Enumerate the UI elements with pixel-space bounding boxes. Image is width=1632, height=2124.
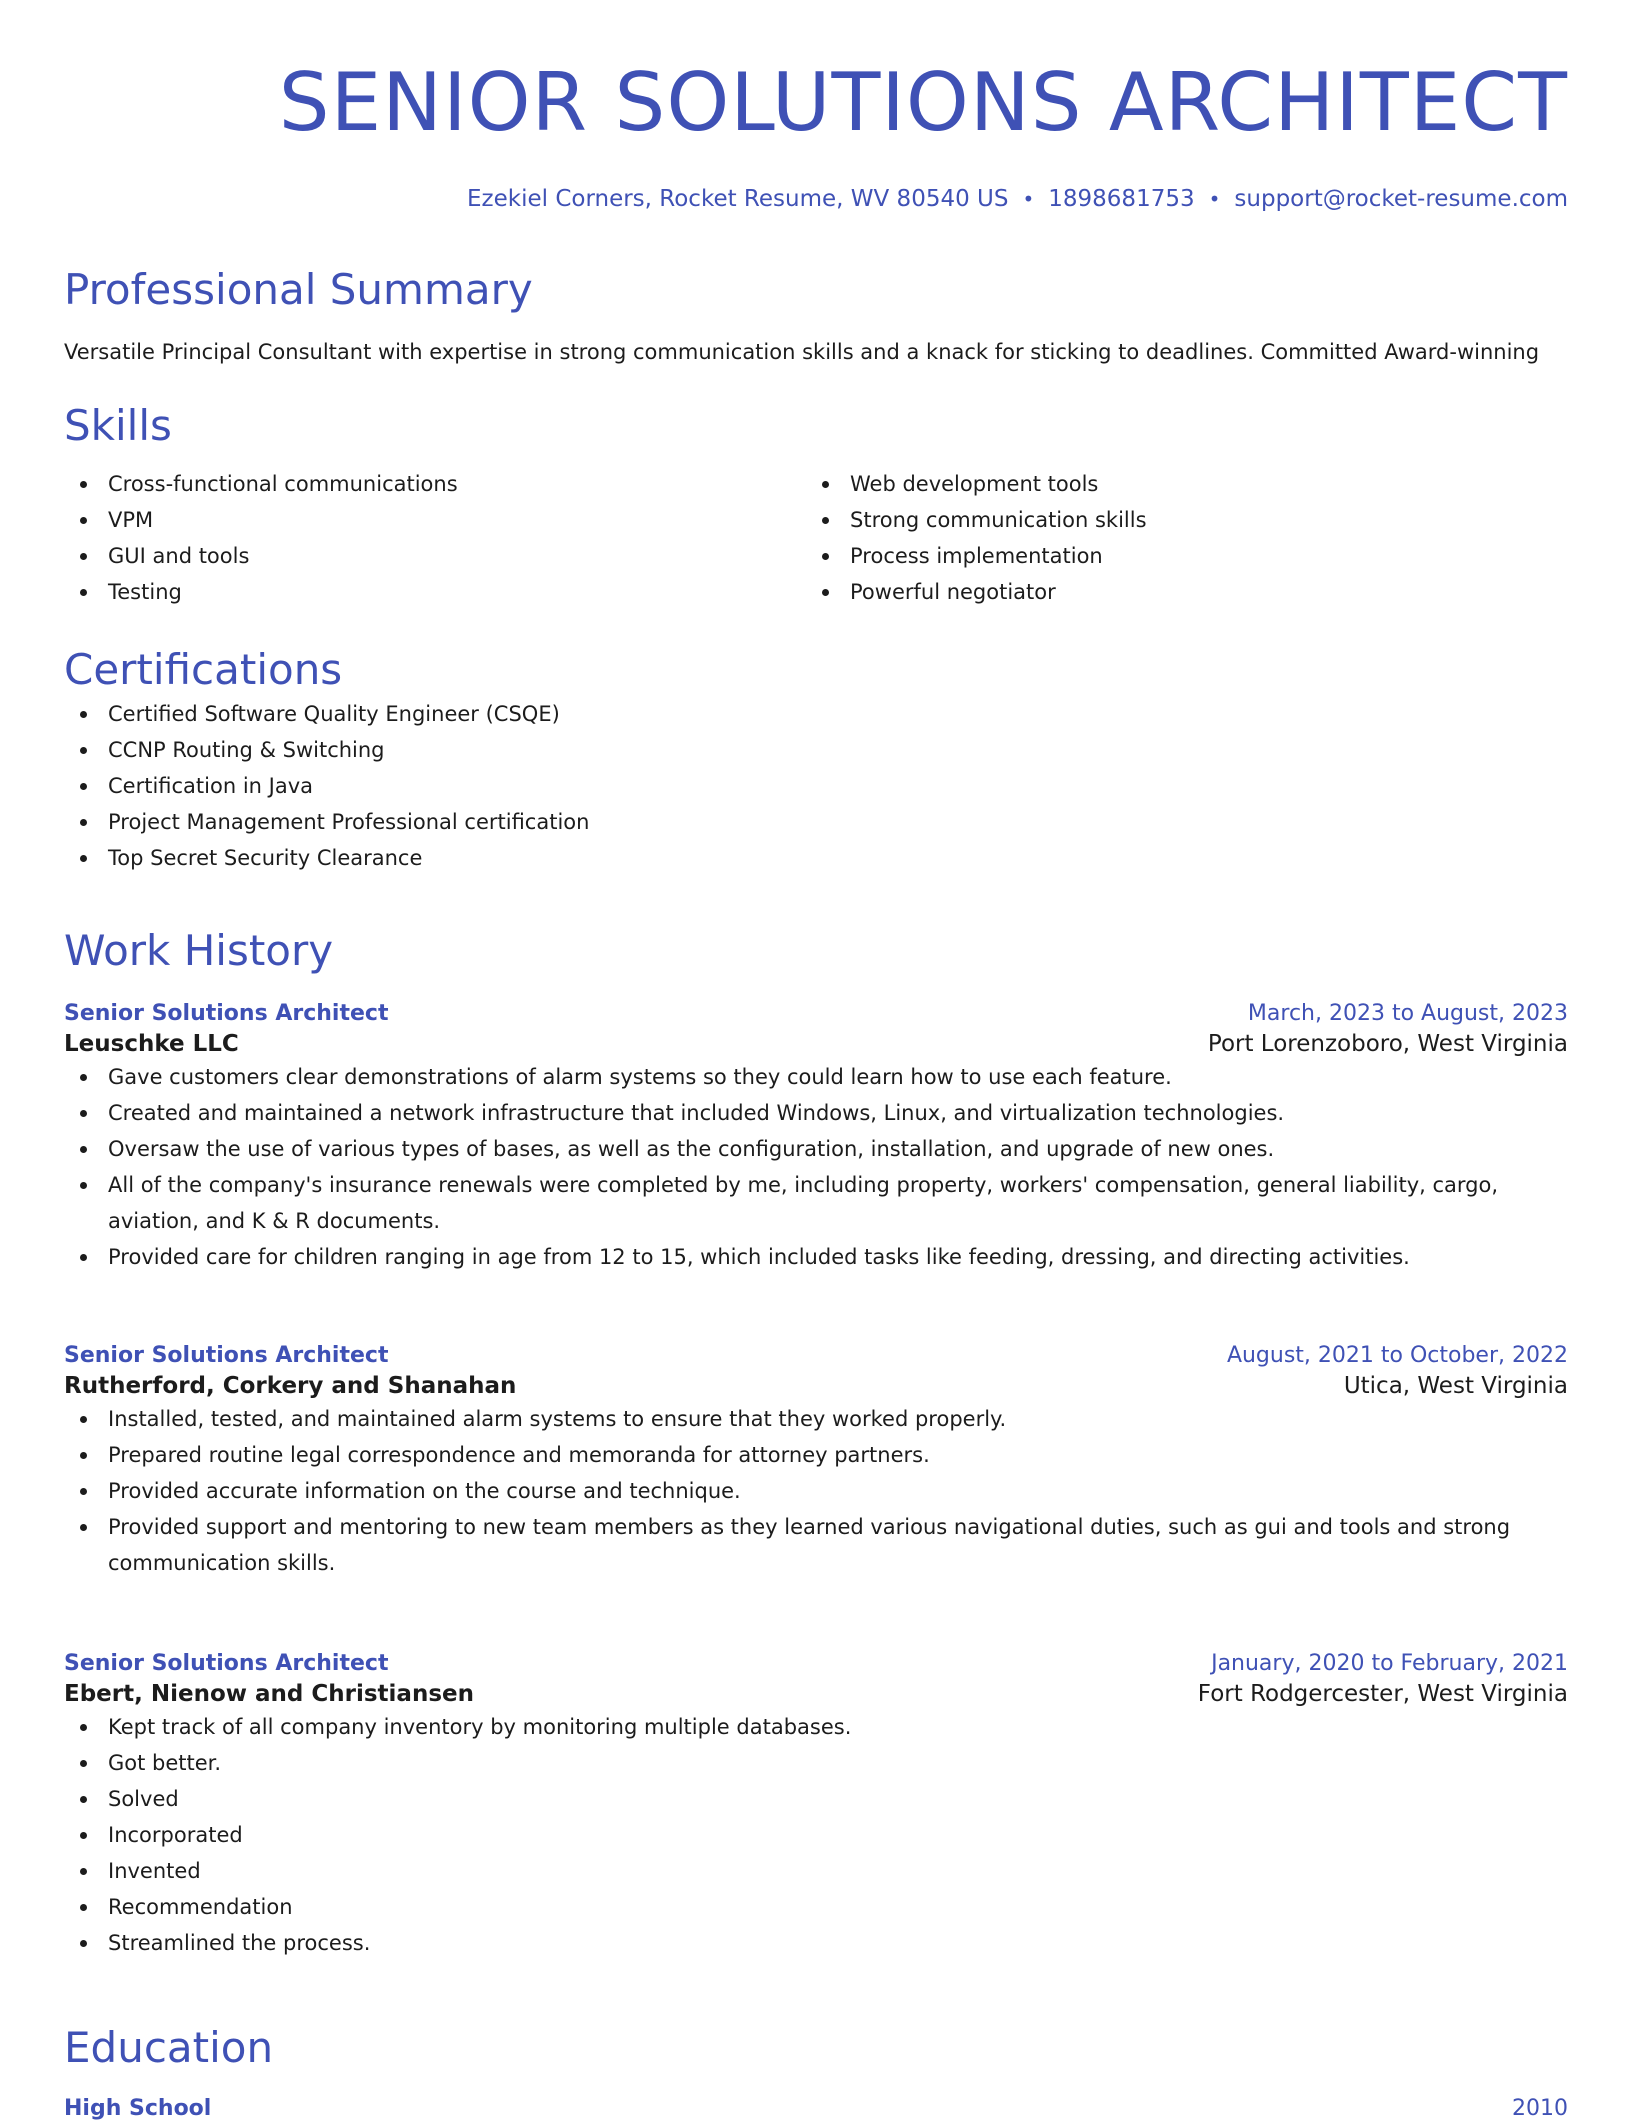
- certifications-list: [64, 696, 1568, 876]
- job-company: Rutherford, Corkery and Shanahan: [64, 1373, 517, 1399]
- contact-separator: •: [1208, 187, 1221, 211]
- contact-address: Ezekiel Corners, Rocket Resume, WV 80540 US: [467, 186, 1009, 212]
- skills-section: [64, 400, 1568, 610]
- education-year: 2010: [1512, 2096, 1568, 2121]
- job-dates: August, 2021 to October, 2022: [1226, 1343, 1568, 1368]
- job-bullet: Provided accurate information on the course and technique.: [64, 1473, 1568, 1509]
- skill-item: Web development tools: [806, 466, 1548, 502]
- job-bullet: Prepared routine legal correspondence and memoranda for attorney partners.: [64, 1437, 1568, 1473]
- job-bullets: [64, 1709, 1568, 1961]
- job-title-row: [64, 999, 1568, 1029]
- skill-item: Strong communication skills: [806, 502, 1548, 538]
- summary-text: Versatile Principal Consultant with expertise in strong communication skills and a knack for sticking to deadlines. Committed Award-winning: [64, 340, 1540, 364]
- job-bullet: Provided care for children ranging in age from 12 to 15, which included tasks like feeding, dressing, and directing activities.: [64, 1239, 1568, 1275]
- skills-list-left: [64, 466, 806, 610]
- job-entry: [64, 999, 1568, 1275]
- job-bullet: Gave customers clear demonstrations of alarm systems so they could learn how to use each feature.: [64, 1059, 1568, 1095]
- certification-item: Project Management Professional certification: [64, 804, 1568, 840]
- job-dates: January, 2020 to February, 2021: [1211, 1651, 1568, 1676]
- job-bullet: Kept track of all company inventory by monitoring multiple databases.: [64, 1709, 1568, 1745]
- resume-page: [64, 0, 1568, 2121]
- job-location: Port Lorenzoboro, West Virginia: [1207, 1031, 1568, 1057]
- resume-title: SENIOR SOLUTIONS ARCHITECT: [278, 56, 1568, 149]
- job-title: Senior Solutions Architect: [64, 1001, 389, 1026]
- job-bullet: Solved: [64, 1781, 1568, 1817]
- skill-item: Process implementation: [806, 538, 1548, 574]
- certifications-heading: Certifications: [64, 645, 343, 694]
- job-title-row: [64, 1649, 1568, 1679]
- skill-item: Cross-functional communications: [64, 466, 806, 502]
- job-bullet: All of the company's insurance renewals were completed by me, including property, workers' compensation, general liability, cargo, aviation, and K & R documents.: [64, 1167, 1568, 1239]
- skills-heading: Skills: [64, 401, 172, 450]
- job-company: Leuschke LLC: [64, 1031, 239, 1057]
- skills-columns: [64, 466, 1568, 610]
- job-bullet: Oversaw the use of various types of bases, as well as the configuration, installation, and upgrade of new ones.: [64, 1131, 1568, 1167]
- job-bullet: Provided support and mentoring to new team members as they learned various navigational duties, such as gui and tools and strong communication skills.: [64, 1509, 1568, 1581]
- job-title-row: [64, 1341, 1568, 1371]
- job-bullet: Got better.: [64, 1745, 1568, 1781]
- education-section: [64, 2022, 1568, 2074]
- certification-item: CCNP Routing & Switching: [64, 732, 1568, 768]
- education-heading: Education: [64, 2023, 274, 2072]
- skills-list-right: [806, 466, 1548, 610]
- job-title: Senior Solutions Architect: [64, 1651, 389, 1676]
- contact-email[interactable]: support@rocket-resume.com: [1234, 186, 1568, 212]
- contact-separator: •: [1022, 187, 1035, 211]
- summary-heading: Professional Summary: [64, 265, 533, 314]
- job-company: Ebert, Nienow and Christiansen: [64, 1681, 474, 1707]
- job-dates: March, 2023 to August, 2023: [1247, 1001, 1568, 1026]
- job-bullet: Incorporated: [64, 1817, 1568, 1853]
- job-company-row: [64, 1029, 1568, 1059]
- skill-item: Testing: [64, 574, 806, 610]
- job-bullet: Invented: [64, 1853, 1568, 1889]
- skill-item: GUI and tools: [64, 538, 806, 574]
- job-location: Utica, West Virginia: [1343, 1373, 1568, 1399]
- work-history-section: [64, 925, 1568, 977]
- job-entry: [64, 1341, 1568, 1581]
- job-title: Senior Solutions Architect: [64, 1343, 389, 1368]
- contact-line: [64, 184, 1568, 214]
- job-company-row: [64, 1371, 1568, 1401]
- contact-phone: 1898681753: [1048, 186, 1195, 212]
- skill-item: Powerful negotiator: [806, 574, 1548, 610]
- certification-item: Top Secret Security Clearance: [64, 840, 1568, 876]
- work-history-heading: Work History: [64, 926, 334, 975]
- job-bullet: Created and maintained a network infrastructure that included Windows, Linux, and virtualization technologies.: [64, 1095, 1568, 1131]
- job-bullets: [64, 1059, 1568, 1275]
- job-company-row: [64, 1679, 1568, 1709]
- job-bullets: [64, 1401, 1568, 1581]
- skill-item: VPM: [64, 502, 806, 538]
- certification-item: Certification in Java: [64, 768, 1568, 804]
- education-entry: [64, 2094, 1568, 2124]
- certification-item: Certified Software Quality Engineer (CSQE): [64, 696, 1568, 732]
- job-entry: [64, 1649, 1568, 1961]
- job-bullet: Recommendation: [64, 1889, 1568, 1925]
- job-bullet: Streamlined the process.: [64, 1925, 1568, 1961]
- certifications-section: [64, 644, 1568, 876]
- summary-section: [64, 264, 1568, 366]
- job-location: Fort Rodgercester, West Virginia: [1197, 1681, 1568, 1707]
- job-bullet: Installed, tested, and maintained alarm systems to ensure that they worked properly.: [64, 1401, 1568, 1437]
- education-degree: High School: [64, 2096, 212, 2121]
